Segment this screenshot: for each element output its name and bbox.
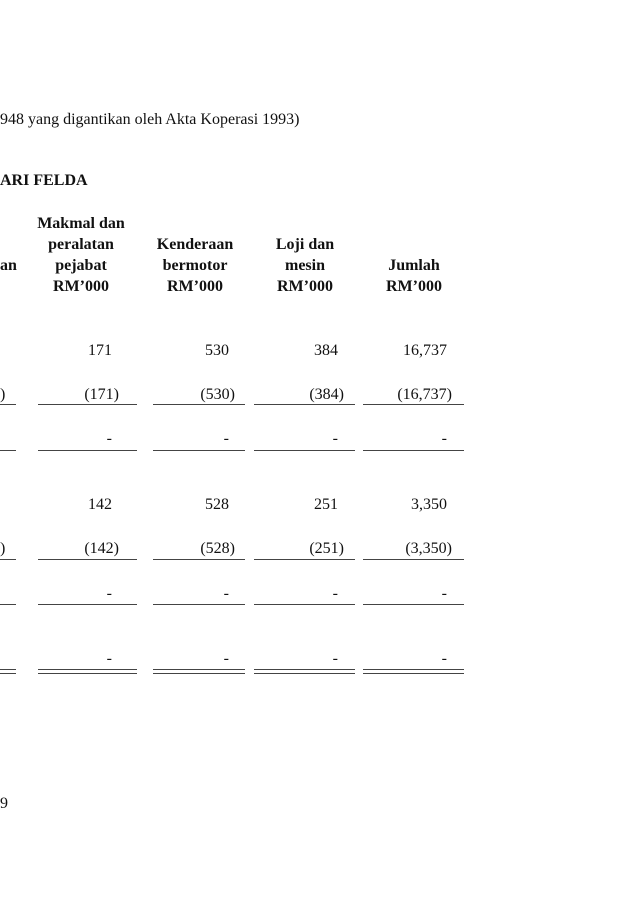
- table-cell: 171: [88, 342, 112, 359]
- col-header-kenderaan-unit: RM’000: [167, 278, 223, 295]
- page-number: 9: [0, 795, 8, 812]
- table-cell: (3,350): [405, 540, 452, 557]
- table-cell: (171): [84, 386, 119, 403]
- table-cell: 16,737: [403, 342, 447, 359]
- underline: [363, 604, 464, 605]
- table-cell: -: [441, 585, 447, 602]
- underline: [254, 404, 355, 405]
- underline: [153, 450, 245, 451]
- col-header-loji-unit: RM’000: [277, 278, 333, 295]
- double-underline: [0, 669, 16, 674]
- table-cell: -: [441, 650, 447, 667]
- table-cell: -: [332, 650, 338, 667]
- underline: [363, 450, 464, 451]
- underline: [38, 559, 137, 560]
- col-header-fragment: an: [0, 257, 17, 274]
- underline: [153, 604, 245, 605]
- table-cell: 384: [314, 342, 338, 359]
- table-cell: 3,350: [411, 496, 447, 513]
- section-title: ARI FELDA: [0, 172, 88, 189]
- table-cell-edge: ): [0, 540, 6, 557]
- col-header-makmal-line2: peralatan: [48, 236, 114, 253]
- double-underline: [363, 669, 464, 674]
- table-cell: -: [223, 585, 229, 602]
- table-cell: (384): [309, 386, 344, 403]
- underline: [153, 559, 245, 560]
- underline: [254, 450, 355, 451]
- underline: [0, 450, 16, 451]
- table-cell: 251: [314, 496, 338, 513]
- underline: [38, 604, 137, 605]
- table-cell: -: [106, 585, 112, 602]
- table-cell-edge: ): [0, 386, 6, 403]
- col-header-loji-line2: mesin: [285, 257, 325, 274]
- table-cell: 530: [205, 342, 229, 359]
- underline: [0, 604, 16, 605]
- table-cell: (142): [84, 540, 119, 557]
- table-cell: -: [223, 430, 229, 447]
- table-cell: -: [441, 430, 447, 447]
- document-subtitle: 948 yang digantikan oleh Akta Koperasi 1993): [0, 111, 300, 128]
- col-header-jumlah-unit: RM’000: [386, 278, 442, 295]
- underline: [0, 559, 16, 560]
- col-header-makmal-unit: RM’000: [53, 278, 109, 295]
- underline: [38, 404, 137, 405]
- col-header-makmal-line1: Makmal dan: [37, 215, 125, 232]
- underline: [254, 559, 355, 560]
- underline: [153, 404, 245, 405]
- table-cell: 142: [88, 496, 112, 513]
- table-cell: -: [106, 650, 112, 667]
- col-header-kenderaan-line2: bermotor: [162, 257, 228, 274]
- col-header-jumlah: Jumlah: [388, 257, 440, 274]
- underline: [363, 404, 464, 405]
- table-cell: 528: [205, 496, 229, 513]
- col-header-kenderaan-line1: Kenderaan: [156, 236, 234, 253]
- table-cell: -: [106, 430, 112, 447]
- underline: [363, 559, 464, 560]
- col-header-loji-line1: Loji dan: [275, 236, 335, 253]
- table-cell: -: [223, 650, 229, 667]
- underline: [0, 404, 16, 405]
- double-underline: [38, 669, 137, 674]
- double-underline: [254, 669, 355, 674]
- underline: [254, 604, 355, 605]
- double-underline: [153, 669, 245, 674]
- table-cell: (528): [200, 540, 235, 557]
- table-cell: -: [332, 585, 338, 602]
- col-header-makmal-line3: pejabat: [55, 257, 107, 274]
- table-cell: (251): [309, 540, 344, 557]
- underline: [38, 450, 137, 451]
- table-cell: (530): [200, 386, 235, 403]
- table-cell: (16,737): [397, 386, 452, 403]
- table-cell: -: [332, 430, 338, 447]
